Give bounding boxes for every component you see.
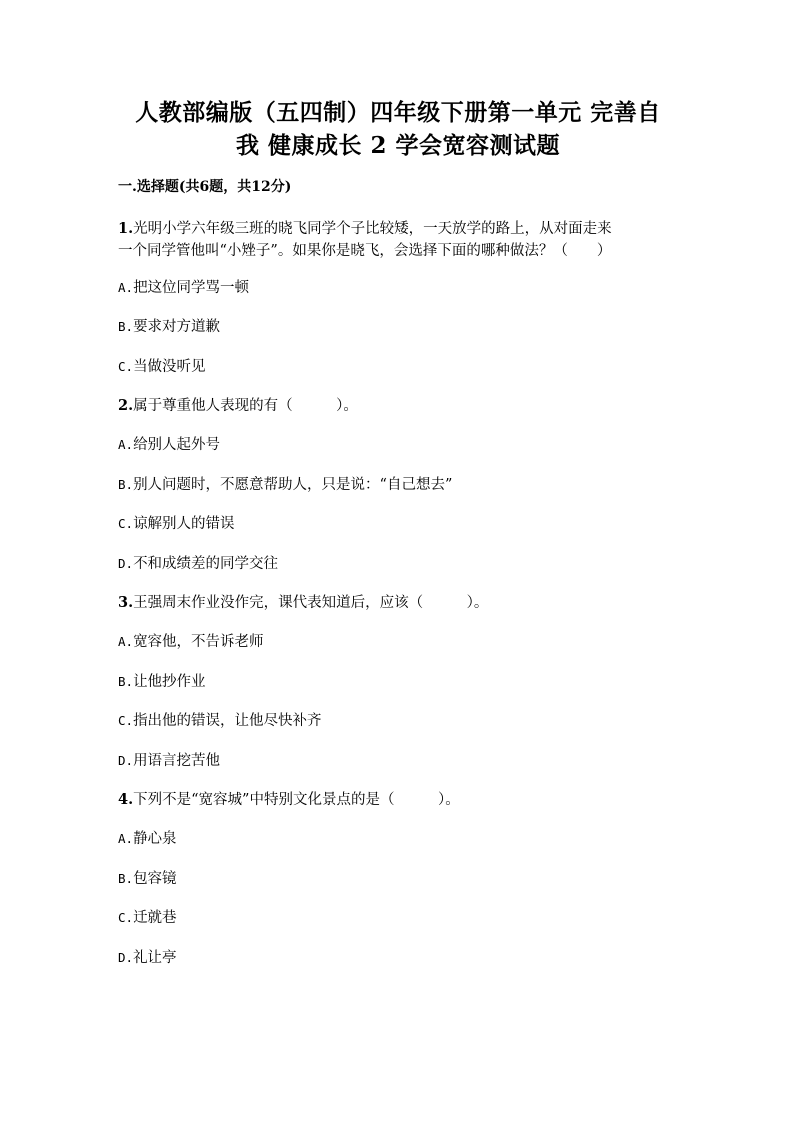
question-1-text-1: 光明小学六年级三班的晓飞同学个子比较矮，一天放学的路上，从对面走来	[133, 221, 612, 237]
option-letter: D.	[118, 950, 134, 965]
option-text: 静心泉	[133, 831, 177, 847]
option-letter: A.	[118, 437, 134, 452]
document-title	[118, 96, 678, 162]
question-2-option-d	[118, 553, 278, 575]
option-letter: B.	[118, 319, 134, 334]
question-3-option-a	[118, 631, 264, 653]
option-text: 要求对方道歉	[133, 319, 221, 335]
question-2-option-b	[118, 474, 452, 496]
option-text: 谅解别人的错误	[133, 516, 235, 532]
option-text: 宽容他，不告诉老师	[133, 634, 264, 650]
question-4-line-1	[118, 789, 460, 811]
option-letter: C.	[118, 359, 134, 374]
option-text: 让他抄作业	[133, 674, 206, 690]
section-heading: 一.选择题(共6题，共12分)	[118, 179, 292, 195]
option-letter: B.	[118, 477, 134, 492]
question-4-number: 4.	[118, 791, 134, 808]
option-text: 给别人起外号	[133, 437, 221, 453]
question-3-option-c	[118, 710, 322, 732]
option-text: 不和成绩差的同学交往	[133, 556, 279, 572]
question-1-text-2: 一个同学管他叫“小矬子”。如果你是晓飞，会选择下面的哪种做法？（ ）	[118, 243, 612, 259]
option-text: 别人问题时，不愿意帮助人，只是说：“自己想去”	[133, 477, 453, 493]
option-letter: C.	[118, 516, 134, 531]
question-1-line-1	[118, 218, 612, 240]
question-4-option-c	[118, 907, 177, 929]
question-4-option-d	[118, 947, 177, 969]
option-letter: B.	[118, 871, 134, 886]
option-text: 礼让亭	[133, 950, 177, 966]
option-letter: C.	[118, 713, 134, 728]
question-4-text: 下列不是“宽容城”中特别文化景点的是（ ）。	[133, 792, 460, 808]
option-text: 把这位同学骂一顿	[133, 280, 250, 296]
question-2-text: 属于尊重他人表现的有（ ）。	[133, 398, 358, 414]
option-letter: B.	[118, 674, 134, 689]
option-letter: A.	[118, 280, 134, 295]
option-text: 指出他的错误，让他尽快补齐	[133, 713, 322, 729]
question-1-option-b	[118, 316, 220, 338]
question-3-number: 3.	[118, 594, 134, 611]
option-letter: C.	[118, 910, 134, 925]
question-3-text: 王强周末作业没作完，课代表知道后，应该（ ）。	[133, 595, 489, 611]
question-2-line-1	[118, 395, 358, 417]
question-1-option-c	[118, 356, 206, 378]
question-4-option-a	[118, 828, 177, 850]
question-1-number: 1.	[118, 220, 134, 237]
question-2-option-a	[118, 434, 220, 456]
question-2-number: 2.	[118, 397, 134, 414]
question-3-option-d	[118, 750, 220, 772]
option-text: 包容镜	[133, 871, 177, 887]
option-letter: A.	[118, 831, 134, 846]
question-2-option-c	[118, 513, 235, 535]
option-letter: A.	[118, 634, 134, 649]
title-line-2: 我 健康成长 2 学会宽容测试题	[235, 132, 561, 159]
question-3-option-b	[118, 671, 206, 693]
question-4-option-b	[118, 868, 177, 890]
option-text: 用语言挖苦他	[133, 753, 221, 769]
title-line-1: 人教部编版（五四制）四年级下册第一单元 完善自	[135, 99, 661, 126]
option-letter: D.	[118, 753, 134, 768]
option-letter: D.	[118, 556, 134, 571]
option-text: 迁就巷	[133, 910, 177, 926]
question-1-option-a	[118, 277, 249, 299]
question-3-line-1	[118, 592, 488, 614]
option-text: 当做没听见	[133, 359, 206, 375]
